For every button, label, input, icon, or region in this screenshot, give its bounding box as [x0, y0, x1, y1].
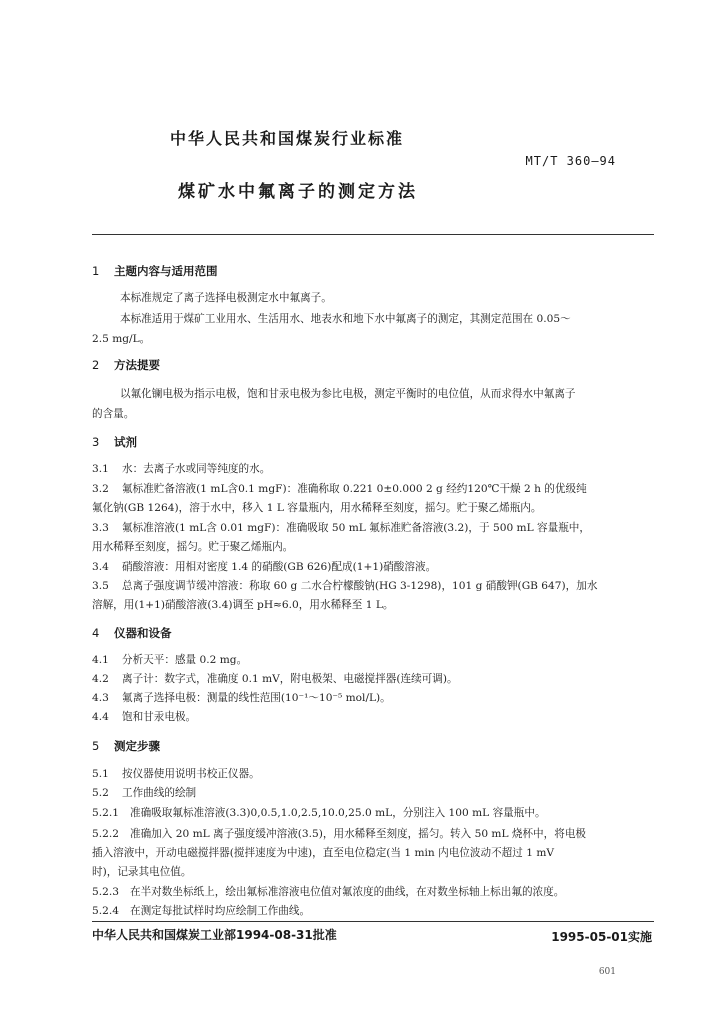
item-number: 4.2 — [92, 673, 109, 685]
footer-divider — [92, 921, 654, 922]
item-number: 3.4 — [92, 561, 109, 573]
item-number: 3.5 — [92, 580, 109, 592]
item-number: 4.1 — [92, 654, 109, 666]
list-item — [92, 671, 458, 686]
list-item — [92, 652, 247, 667]
item-text: 氟离子选择电极：测量的线性范围(10⁻¹～10⁻⁵ mol/L)。 — [122, 692, 391, 704]
section-number: 3 — [92, 435, 100, 449]
list-item — [92, 903, 310, 918]
item-text: 在测定每批试样时均应绘制工作曲线。 — [130, 905, 311, 917]
list-item — [92, 520, 590, 535]
item-text: 在半对数坐标纸上，绘出氟标准溶液电位值对氟浓度的曲线，在对数坐标轴上标出氟的浓度。 — [130, 886, 565, 898]
item-text: 水：去离子水或同等纯度的水。 — [122, 463, 271, 475]
effective-date: 1995-05-01实施 — [551, 930, 652, 944]
section-number: 5 — [92, 739, 100, 753]
list-item — [92, 461, 270, 476]
item-text: 氟标准溶液(1 mL含 0.01 mgF)：准确吸取 50 mL 氟标准贮备溶液(3.2)，于 500 mL 容量瓶中， — [122, 522, 590, 534]
paragraph: 以氟化镧电极为指示电极，饱和甘汞电极为参比电极，测定平衡时的电位值，从而求得水中氟离子 — [120, 388, 576, 400]
approval-statement: 中华人民共和国煤炭工业部1994-08-31批准 — [92, 928, 337, 942]
list-item — [92, 559, 436, 574]
item-number: 5.2 — [92, 787, 109, 799]
document-title: 煤矿水中氟离子的测定方法 — [178, 182, 418, 202]
item-text: 离子计：数字式，准确度 0.1 mV，附电极架、电磁搅拌器(连续可调)。 — [122, 673, 458, 685]
list-item — [92, 578, 597, 593]
section-5-heading — [92, 738, 160, 754]
section-3-heading — [92, 434, 137, 450]
section-title: 测定步骤 — [114, 739, 160, 753]
list-item — [92, 766, 260, 781]
section-4-heading — [92, 625, 172, 641]
paragraph-continuation: 溶解，用(1+1)硝酸溶液(3.4)调至 pH≈6.0，用水稀释至 1 L。 — [92, 599, 394, 611]
item-number: 5.2.3 — [92, 886, 119, 898]
section-title: 仪器和设备 — [114, 626, 172, 640]
list-item — [92, 805, 546, 820]
list-item — [92, 884, 564, 899]
item-text: 总离子强度调节缓冲溶液：称取 60 g 二水合柠檬酸钠(HG 3-1298)，101 g 硝酸钾(GB 647)，加水 — [122, 580, 598, 592]
section-number: 2 — [92, 358, 100, 372]
item-number: 5.2.2 — [92, 828, 119, 840]
list-item — [92, 690, 391, 705]
item-text: 按仪器使用说明书校正仪器。 — [122, 768, 260, 780]
list-item — [92, 826, 586, 841]
item-text: 分析天平：感量 0.2 mg。 — [122, 654, 248, 666]
page-number: 601 — [598, 967, 616, 977]
paragraph-continuation: 用水稀释至刻度，摇匀。贮于聚乙烯瓶内。 — [92, 541, 294, 553]
section-title: 主题内容与适用范围 — [114, 264, 218, 278]
paragraph: 本标准规定了离子选择电极测定水中氟离子。 — [120, 292, 332, 304]
item-text: 饱和甘汞电极。 — [122, 711, 197, 723]
standard-code: MT/T 360—94 — [525, 154, 616, 168]
list-item — [92, 481, 587, 496]
organization-header: 中华人民共和国煤炭行业标准 — [170, 129, 405, 148]
item-text: 工作曲线的绘制 — [122, 787, 197, 799]
item-number: 4.3 — [92, 692, 109, 704]
item-number: 3.1 — [92, 463, 109, 475]
item-text: 准确吸取氟标准溶液(3.3)0,0.5,1.0,2.5,10.0,25.0 mL，分别注入 100 mL 容量瓶中。 — [130, 807, 546, 819]
paragraph-continuation: 的含量。 — [92, 408, 135, 420]
header-divider — [92, 234, 654, 235]
item-text: 准确加入 20 mL 离子强度缓冲溶液(3.5)，用水稀释至刻度，摇匀。转入 50 mL 烧杯中，将电极 — [130, 828, 587, 840]
item-number: 3.3 — [92, 522, 109, 534]
section-number: 4 — [92, 626, 100, 640]
item-number: 5.1 — [92, 768, 109, 780]
item-number: 5.2.1 — [92, 807, 119, 819]
item-number: 4.4 — [92, 711, 109, 723]
item-text: 硝酸溶液：用相对密度 1.4 的硝酸(GB 626)配成(1+1)硝酸溶液。 — [122, 561, 437, 573]
item-number: 3.2 — [92, 483, 109, 495]
section-title: 方法提要 — [114, 358, 160, 372]
paragraph-continuation: 插入溶液中，开动电磁搅拌器(搅拌速度为中速)，直至电位稳定(当 1 min 内电位波动不超过 1 mV — [92, 847, 555, 859]
paragraph-continuation: 2.5 mg/L。 — [92, 333, 151, 345]
paragraph-continuation: 时)，记录其电位值。 — [92, 866, 192, 878]
item-text: 氟标准贮备溶液(1 mL含0.1 mgF)：准确称取 0.221 0±0.000 2 g 经约120℃干燥 2 h 的优级纯 — [122, 483, 587, 495]
section-number: 1 — [92, 264, 100, 278]
paragraph: 本标准适用于煤矿工业用水、生活用水、地表水和地下水中氟离子的测定，其测定范围在 0.05～ — [120, 313, 571, 325]
list-item — [92, 709, 196, 724]
section-title: 试剂 — [114, 435, 137, 449]
section-2-heading — [92, 357, 160, 373]
item-number: 5.2.4 — [92, 905, 119, 917]
section-1-heading — [92, 263, 218, 279]
list-item — [92, 785, 196, 800]
paragraph-continuation: 氟化钠(GB 1264)，溶于水中，移入 1 L 容量瓶内，用水稀释至刻度，摇匀。贮于聚乙烯瓶内。 — [92, 502, 542, 514]
